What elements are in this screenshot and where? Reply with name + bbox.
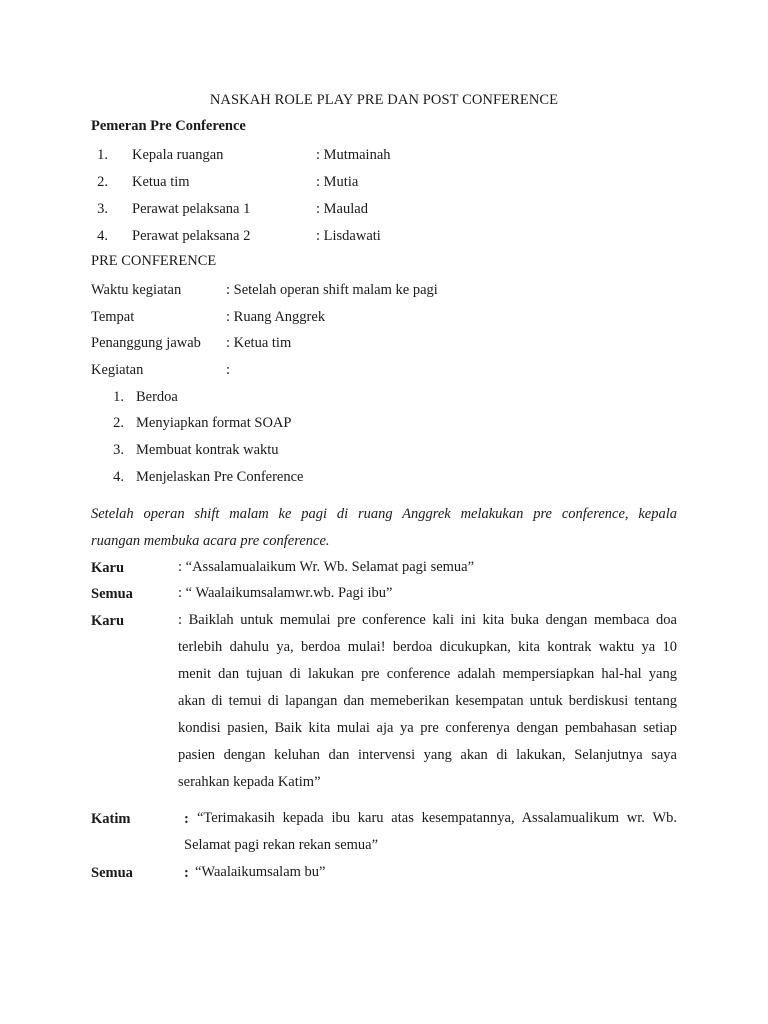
dialogue-speaker: Semua bbox=[91, 586, 133, 602]
cast-item-number: 2. bbox=[97, 174, 108, 190]
dialogue-speech bbox=[178, 607, 677, 796]
cast-heading: Pemeran Pre Conference bbox=[91, 118, 246, 134]
cast-item bbox=[0, 171, 768, 193]
activity-item bbox=[0, 466, 768, 488]
dialogue-line: akan di temui di lapangan dan memeberikan kesempatan untuk berdiskusi tentang bbox=[178, 693, 677, 709]
cast-item-name: : Maulad bbox=[316, 201, 368, 217]
narration-line: ruangan membuka acara pre conference. bbox=[91, 533, 330, 549]
dialogue-speech bbox=[184, 832, 664, 859]
cast-item-number: 1. bbox=[97, 147, 108, 163]
info-value: : Setelah operan shift malam ke pagi bbox=[226, 282, 438, 298]
dialogue-speaker: Karu bbox=[91, 560, 125, 576]
cast-item bbox=[0, 198, 768, 220]
cast-item-number: 3. bbox=[97, 201, 108, 217]
dialogue-speaker: Semua bbox=[91, 865, 133, 881]
activity-number: 3. bbox=[113, 442, 124, 458]
dialogue-speech bbox=[178, 580, 678, 607]
activity-text: Membuat kontrak waktu bbox=[136, 442, 279, 458]
dialogue-speech bbox=[195, 859, 675, 886]
dialogue-line: : “ Waalaikumsalamwr.wb. Pagi ibu” bbox=[178, 585, 393, 601]
dialogue-line: “Terimakasih kepada ibu karu atas kesempatannya, Assalamualikum wr. Wb. bbox=[197, 810, 677, 826]
info-value: : bbox=[226, 362, 231, 378]
pre-conference-heading: PRE CONFERENCE bbox=[91, 253, 217, 269]
activity-item bbox=[0, 412, 768, 434]
info-row bbox=[0, 332, 768, 354]
dialogue-speaker: Katim bbox=[91, 811, 131, 827]
dialogue-colon: : bbox=[184, 811, 189, 827]
dialogue-line: pasien dengan keluhan dan intervensi yang akan di lakukan, Selanjutnya saya bbox=[178, 747, 677, 763]
info-row bbox=[0, 279, 768, 301]
cast-item bbox=[0, 144, 768, 166]
cast-item-role: Perawat pelaksana 2 bbox=[132, 228, 251, 244]
dialogue-line: terlebih dahulu ya, berdoa mulai! berdoa dicukupkan, kita kontrak waktu ya 10 bbox=[178, 639, 677, 655]
dialogue-line: serahkan kepada Katim” bbox=[178, 774, 321, 790]
activity-number: 4. bbox=[113, 469, 124, 485]
cast-item-role: Ketua tim bbox=[132, 174, 190, 190]
cast-item bbox=[0, 225, 768, 247]
info-row bbox=[0, 306, 768, 328]
cast-item-role: Kepala ruangan bbox=[132, 147, 224, 163]
info-label: Tempat bbox=[91, 309, 135, 325]
dialogue-speaker: Karu bbox=[91, 613, 125, 629]
info-value: : Ruang Anggrek bbox=[226, 309, 326, 325]
dialogue-line: menit dan tujuan di lakukan pre conference adalah mempersiapkan hal-hal yang bbox=[178, 666, 677, 682]
dialogue-line: : “Assalamualaikum Wr. Wb. Selamat pagi semua” bbox=[178, 559, 475, 575]
cast-item-name: : Mutmainah bbox=[316, 147, 391, 163]
dialogue-speech bbox=[197, 805, 677, 832]
info-label: Kegiatan bbox=[91, 362, 144, 378]
info-row bbox=[0, 359, 768, 381]
info-label: Penanggung jawab bbox=[91, 335, 201, 351]
cast-item-role: Perawat pelaksana 1 bbox=[132, 201, 251, 217]
narration-paragraph bbox=[91, 501, 677, 555]
dialogue-colon: : bbox=[184, 865, 189, 881]
cast-item-name: : Mutia bbox=[316, 174, 359, 190]
cast-item-name: : Lisdawati bbox=[316, 228, 381, 244]
dialogue-speech bbox=[178, 554, 678, 581]
cast-item-number: 4. bbox=[97, 228, 108, 244]
activity-number: 1. bbox=[113, 389, 124, 405]
activity-text: Berdoa bbox=[136, 389, 178, 405]
activity-text: Menjelaskan Pre Conference bbox=[136, 469, 304, 485]
activity-text: Menyiapkan format SOAP bbox=[136, 415, 292, 431]
dialogue-line: “Waalaikumsalam bu” bbox=[195, 864, 326, 880]
activity-number: 2. bbox=[113, 415, 124, 431]
info-label: Waktu kegiatan bbox=[91, 282, 182, 298]
info-value: : Ketua tim bbox=[226, 335, 292, 351]
dialogue-line: kondisi pasien, Baik kita mulai aja ya pre conferenya dengan pembahasan setiap bbox=[178, 720, 677, 736]
activity-item bbox=[0, 439, 768, 461]
activity-item bbox=[0, 386, 768, 408]
dialogue-line: Selamat pagi rekan rekan semua” bbox=[184, 837, 379, 853]
dialogue-line: : Baiklah untuk memulai pre conference kali ini kita buka dengan membaca doa bbox=[178, 612, 677, 628]
document-title: NASKAH ROLE PLAY PRE DAN POST CONFERENCE bbox=[209, 92, 559, 108]
narration-line: Setelah operan shift malam ke pagi di ruang Anggrek melakukan pre conference, kepala bbox=[91, 506, 677, 522]
